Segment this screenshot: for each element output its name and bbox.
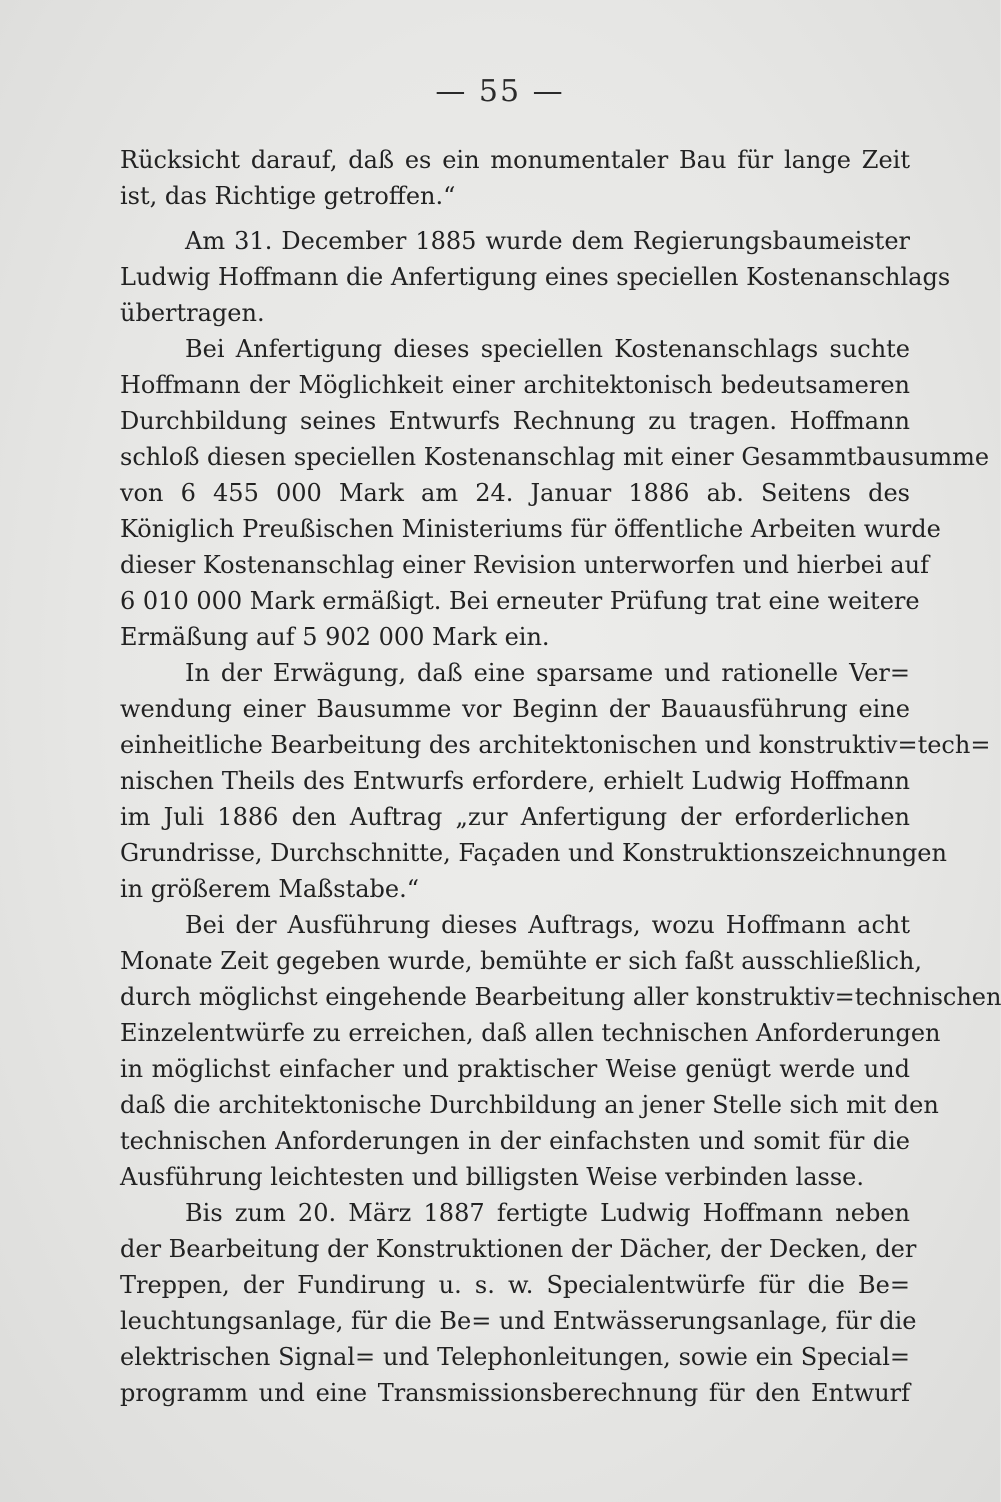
text-line: der Bearbeitung der Konstruktionen der Dächer, der Decken, der — [120, 1235, 917, 1263]
text-line: schloß diesen speciellen Kostenanschlag mit einer Gesammtbausumme — [120, 443, 990, 471]
text-line: Bei der Ausführung dieses Auftrags, wozu Hoffmann acht — [185, 911, 910, 939]
text-line: Treppen, der Fundirung u. s. w. Specialentwürfe für die Be= — [120, 1271, 910, 1299]
text-line: Rücksicht darauf, daß es ein monumentaler Bau für lange Zeit — [120, 146, 910, 174]
text-line: Durchbildung seines Entwurfs Rechnung zu tragen. Hoffmann — [120, 407, 910, 435]
text-line: daß die architektonische Durchbildung an jener Stelle sich mit den — [120, 1091, 939, 1119]
text-line: Ausführung leichtesten und billigsten Weise verbinden lasse. — [120, 1163, 864, 1191]
text-line: leuchtungsanlage, für die Be= und Entwässerungsanlage, für die — [120, 1307, 917, 1335]
page-number: — 55 — — [435, 74, 565, 109]
text-line: In der Erwägung, daß eine sparsame und rationelle Ver= — [185, 659, 910, 687]
text-line: Am 31. December 1885 wurde dem Regierungsbaumeister — [185, 227, 910, 255]
text-line: programm und eine Transmissionsberechnung für den Entwurf — [120, 1379, 910, 1407]
text-line: Ermäßung auf 5 902 000 Mark ein. — [120, 623, 550, 651]
text-line: wendung einer Bausumme vor Beginn der Bauausführung eine — [120, 695, 910, 723]
text-line: übertragen. — [120, 299, 265, 327]
text-line: nischen Theils des Entwurfs erfordere, erhielt Ludwig Hoffmann — [120, 767, 910, 795]
text-line: 6 010 000 Mark ermäßigt. Bei erneuter Prüfung trat eine weitere — [120, 587, 920, 615]
text-line: in größerem Maßstabe.“ — [120, 875, 419, 903]
text-line: Grundrisse, Durchschnitte, Façaden und Konstruktionszeichnungen — [120, 839, 947, 867]
text-line: einheitliche Bearbeitung des architektonischen und konstruktiv=tech= — [120, 731, 991, 759]
text-line: technischen Anforderungen in der einfachsten und somit für die — [120, 1127, 910, 1155]
text-line: Monate Zeit gegeben wurde, bemühte er sich faßt ausschließlich, — [120, 947, 922, 975]
text-line: Hoffmann der Möglichkeit einer architektonisch bedeutsameren — [120, 371, 910, 399]
text-line: in möglichst einfacher und praktischer Weise genügt werde und — [120, 1055, 910, 1083]
text-line: Einzelentwürfe zu erreichen, daß allen technischen Anforderungen — [120, 1019, 941, 1047]
text-line: Königlich Preußischen Ministeriums für öffentliche Arbeiten wurde — [120, 515, 941, 543]
text-line: im Juli 1886 den Auftrag „zur Anfertigung der erforderlichen — [120, 803, 910, 831]
text-line: durch möglichst eingehende Bearbeitung aller konstruktiv=technischen — [120, 983, 1001, 1011]
text-line: von 6 455 000 Mark am 24. Januar 1886 ab. Seitens des — [120, 479, 910, 507]
text-line: Bei Anfertigung dieses speciellen Kostenanschlags suchte — [185, 335, 910, 363]
text-line: dieser Kostenanschlag einer Revision unterworfen und hierbei auf — [120, 551, 929, 579]
text-line: ist, das Richtige getroffen.“ — [120, 182, 456, 210]
text-line: Bis zum 20. März 1887 fertigte Ludwig Hoffmann neben — [185, 1199, 910, 1227]
text-line: elektrischen Signal= und Telephonleitungen, sowie ein Special= — [120, 1343, 910, 1371]
text-line: Ludwig Hoffmann die Anfertigung eines speciellen Kostenanschlags — [120, 263, 951, 291]
